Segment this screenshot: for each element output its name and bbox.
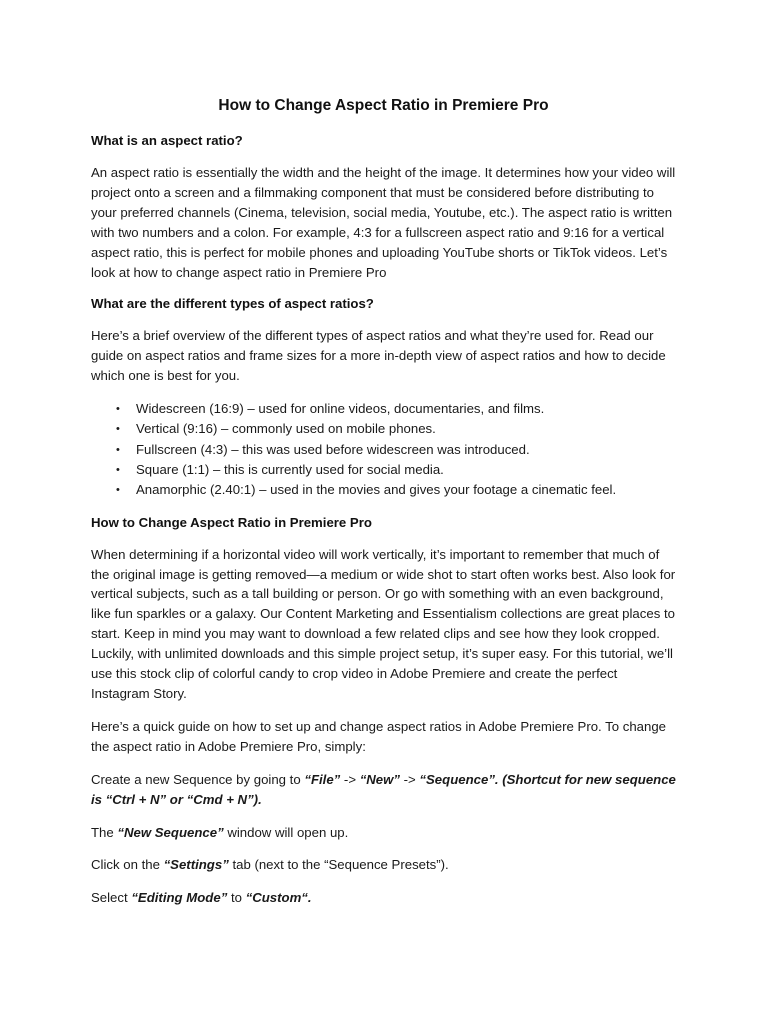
heading-how-to-change: How to Change Aspect Ratio in Premiere Pro — [91, 514, 372, 530]
bullet-icon: • — [116, 464, 120, 477]
step-select-editing-mode: Select “Editing Mode” to “Custom“. — [91, 890, 312, 906]
paragraph-quick-guide: Here’s a quick guide on how to set up and change aspect ratios in Adobe Premiere Pro. To change the aspect ratio in Adobe Premiere Pro, simply: — [91, 718, 666, 754]
aspect-ratio-list — [91, 399, 676, 500]
bullet-icon: • — [116, 423, 120, 436]
list-item: • Fullscreen (4:3) – this was used before widescreen was introduced. — [91, 440, 676, 460]
paragraph-aspect-ratio-definition: An aspect ratio is essentially the width and the height of the image. It determines how your video will project onto a screen and a filmmaking component that must be considered before distributing to your preferred channels (Cinema, television, social media, Youtube, etc.). The aspect ratio is written with two numbers and a colon. For example, 4:3 for a fullscreen aspect ratio and 9:16 for a vertical aspect ratio, this is perfect for mobile phones and uploading YouTube shorts or TikTok videos. Let’s look at how to change aspect ratio in Premiere Pro — [91, 165, 676, 280]
heading-what-is-aspect-ratio: What is an aspect ratio? — [91, 133, 243, 148]
bullet-icon: • — [116, 403, 120, 416]
new-sequence-reference: “New Sequence” — [117, 824, 224, 840]
step-click-settings: Click on the “Settings” tab (next to the “Sequence Presets”). — [91, 857, 449, 873]
list-item: • Square (1:1) – this is currently used for social media. — [91, 460, 676, 480]
list-item: • Vertical (9:16) – commonly used on mobile phones. — [91, 419, 676, 439]
list-item: • Widescreen (16:9) – used for online videos, documentaries, and films. — [91, 399, 676, 419]
bullet-icon: • — [116, 484, 120, 497]
menu-sequence-reference: “Sequence”. (Shortcut for new sequence is “Ctrl + N” or “Cmd + N”). — [91, 771, 676, 807]
step-create-sequence: Create a new Sequence by going to “File” -> “New” -> “Sequence”. (Shortcut for new sequence is “Ctrl + N” or “Cmd + N”). — [91, 771, 676, 807]
paragraph-types-overview: Here’s a brief overview of the different types of aspect ratios and what they’re used for. Read our guide on aspect ratios and frame sizes for a more in-depth view of aspect ratios and how to decide which one is best for you. — [91, 328, 666, 384]
editing-mode-reference: “Editing Mode” — [131, 890, 228, 906]
step-window-opens: The “New Sequence” window will open up. — [91, 824, 349, 840]
menu-new-reference: “New” — [359, 771, 400, 787]
menu-file-reference: “File” — [304, 771, 341, 787]
heading-types-of-aspect-ratios: What are the different types of aspect ratios? — [91, 296, 374, 312]
custom-value-reference: “Custom“. — [245, 890, 312, 906]
settings-tab-reference: “Settings” — [163, 857, 229, 873]
list-item: • Anamorphic (2.40:1) – used in the movies and gives your footage a cinematic feel. — [91, 480, 676, 500]
paragraph-horizontal-to-vertical: When determining if a horizontal video will work vertically, it’s important to remember that much of the original image is getting removed—a medium or wide shot to start often works best. Also look for vertical subjects, such as a tall building or person. Or go with something with an even background, like fun sparkles or a galaxy. Our Content Marketing and Essentialism collections are great places to start. Keep in mind you may want to download a few related clips and see how they look cropped. Luckily, with unlimited downloads and this simple project setup, it’s super easy. For this tutorial, we’ll use this stock clip of colorful candy to crop video in Adobe Premiere and create the perfect Instagram Story. — [91, 546, 676, 701]
bullet-icon: • — [116, 443, 120, 456]
document-title: How to Change Aspect Ratio in Premiere Pro — [218, 97, 549, 114]
